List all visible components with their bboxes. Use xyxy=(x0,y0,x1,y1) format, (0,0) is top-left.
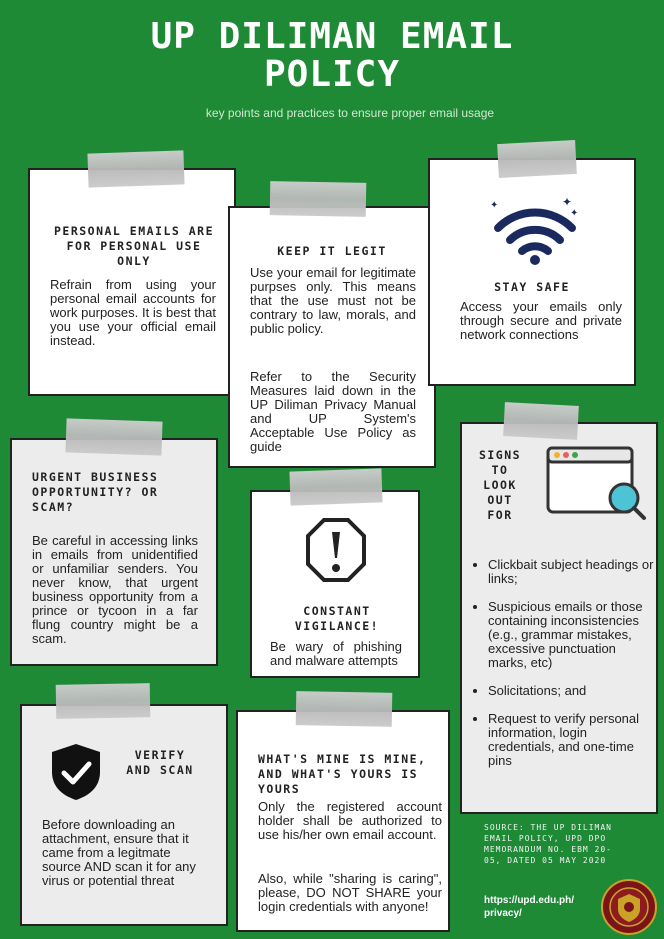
tape xyxy=(56,683,151,719)
card-constant-vigilance xyxy=(250,490,420,678)
card-body: Be wary of phishing and malware attempts xyxy=(270,639,402,668)
shield-check-icon xyxy=(50,742,102,802)
page-subtitle: key points and practices to ensure proper email usage xyxy=(205,106,495,120)
list-item: • Suspicious emails or those containing inconsistencies (e.g., grammar mistakes, excessive punctuation marks, etc) xyxy=(488,600,656,670)
card-heading: SIGNS TO LOOK OUT FOR xyxy=(478,448,522,522)
card-heading: URGENT BUSINESS OPPORTUNITY? OR SCAM? xyxy=(32,470,159,514)
card-keep-it-legit xyxy=(228,206,436,468)
card-body: Access your emails only through secure and private network connections xyxy=(460,299,622,342)
card-heading: WHAT'S MINE IS MINE, AND WHAT'S YOURS IS YOURS xyxy=(258,752,427,796)
svg-text:✦: ✦ xyxy=(490,200,499,211)
tape xyxy=(270,181,367,217)
card-urgent-business xyxy=(10,438,218,666)
card-body: Refrain from using your personal email accounts for work purposes. It is best that you use your official email instead. xyxy=(50,277,216,348)
card-body-2: Also, while "sharing is caring", please, DO NOT SHARE your login credentials with anyone! xyxy=(258,871,442,914)
tape xyxy=(289,468,382,505)
page-title xyxy=(0,18,664,94)
list-item: • Request to verify personal information, login credentials, and one-time pins xyxy=(488,712,656,768)
card-body-2: Refer to the Security Measures laid down in the UP Diliman Privacy Manual and UP System's Acceptable Use Policy as guide xyxy=(250,369,416,454)
wifi-icon xyxy=(490,196,580,266)
card-heading: STAY SAFE xyxy=(494,280,570,294)
card-heading: CONSTANT VIGILANCE! xyxy=(294,604,380,633)
svg-text:✦: ✦ xyxy=(570,208,579,219)
card-body: Be careful in accessing links in emails from unidentified or unfamiliar senders. You never know, that urgent business opportunity from a prince or tycoon in a far flung country might be a scam. xyxy=(32,533,198,646)
title-line2: POLICY xyxy=(263,54,401,95)
title-line1: UP DILIMAN EMAIL xyxy=(150,16,514,57)
card-verify-scan xyxy=(20,704,228,926)
tape xyxy=(65,418,162,455)
list-item: • Clickbait subject headings or links; xyxy=(488,558,656,586)
card-signs xyxy=(460,422,658,814)
card-stay-safe xyxy=(428,158,636,386)
tape xyxy=(497,140,577,178)
card-heading: VERIFY AND SCAN xyxy=(126,748,194,777)
card-heading: KEEP IT LEGIT xyxy=(277,244,387,258)
card-body-1: Use your email for legitimate purpses only. This means that the use must not be contrary to law, morals, and public policy. xyxy=(250,265,416,336)
privacy-link[interactable]: https://upd.edu.ph/ privacy/ xyxy=(484,895,574,919)
card-body-1: Only the registered account holder shall be authorized to use his/her own email account. xyxy=(258,799,442,842)
card-body: Before downloading an attachment, ensure that it came from a legitmate source AND scan it for any virus or potential threat xyxy=(42,817,196,888)
tape xyxy=(87,150,184,187)
dpo-seal-logo xyxy=(600,878,658,936)
browser-search-icon xyxy=(546,444,650,522)
card-whats-mine xyxy=(236,710,450,932)
svg-text:✦: ✦ xyxy=(562,196,573,209)
tape xyxy=(296,691,393,727)
card-personal-emails xyxy=(28,168,236,396)
signs-list xyxy=(474,558,656,782)
exclamation-icon xyxy=(306,518,366,582)
card-heading: PERSONAL EMAILS ARE FOR PERSONAL USE ONLY xyxy=(53,224,215,268)
list-item: • Solicitations; and xyxy=(488,684,656,698)
source-note: SOURCE: THE UP DILIMAN EMAIL POLICY, UPD DPO MEMORANDUM NO. EBM 20-05, DATED 05 MAY 2020 xyxy=(484,823,612,865)
tape xyxy=(503,402,579,440)
